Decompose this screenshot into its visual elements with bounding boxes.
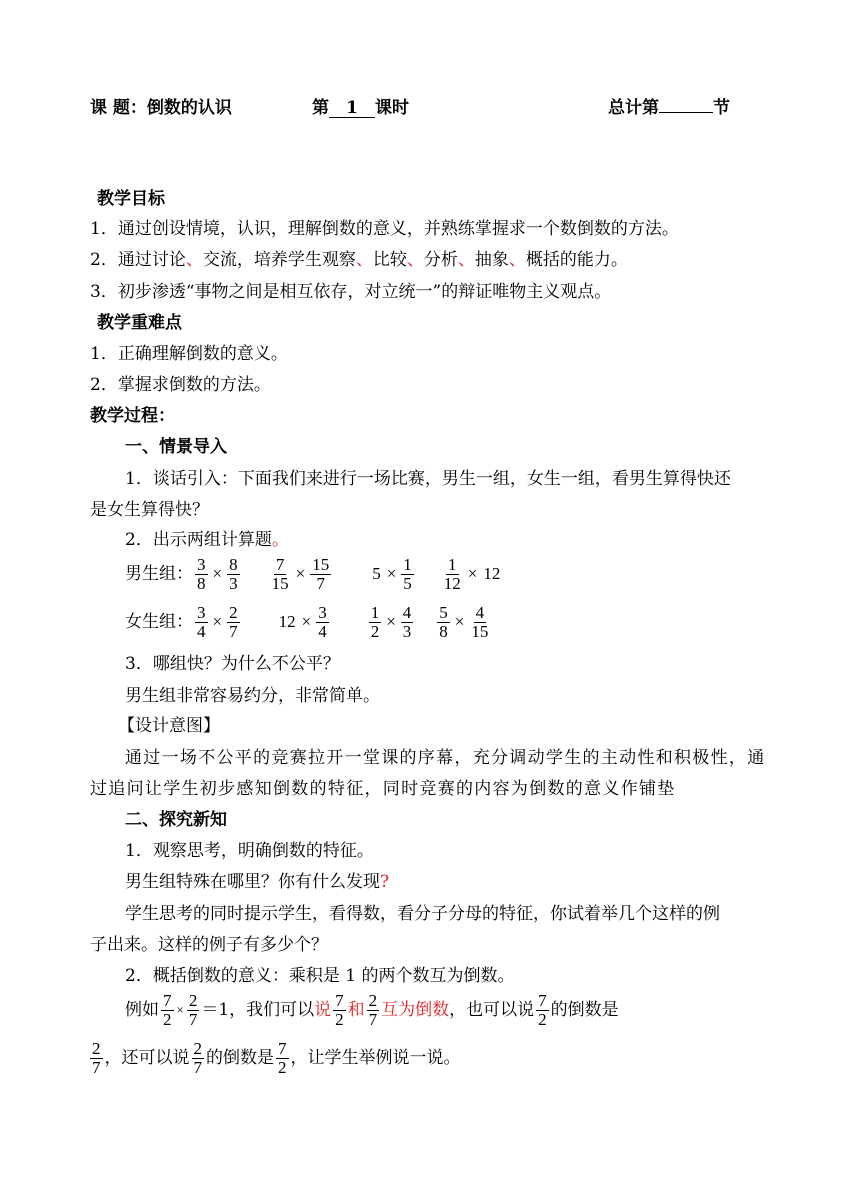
example-line-2 (88, 1036, 461, 1080)
times-sign: × (467, 564, 478, 583)
fraction: $\frac{2}{7}$ (368, 990, 378, 1029)
goal-item-3: 3．初步渗透“事物之间是相互依存，对立统一”的辩证唯物主义观点。 (90, 282, 612, 302)
example-mid: ，也可以说 (449, 1000, 535, 1020)
girls-group-row (125, 600, 492, 644)
red-comma: 、 (355, 250, 373, 270)
red-comma: 、 (406, 250, 424, 270)
example-equals: ＝1，我们可以 (201, 1000, 315, 1020)
integer: 12 (483, 564, 501, 583)
red-comma: 、 (508, 250, 526, 270)
lesson-prefix: 第 (312, 98, 329, 118)
fraction: $\frac{5}{8}$ (439, 602, 448, 641)
p1-line-2: 是女生算得快？ (90, 500, 209, 520)
q1-question (125, 872, 389, 892)
red-comma: 、 (185, 250, 203, 270)
times-sign: × (301, 612, 312, 631)
example-end: 的倒数是 (550, 1000, 619, 1020)
example-2-mid-2: 的倒数是 (206, 1048, 274, 1068)
process-heading: 教学过程： (90, 406, 175, 426)
section-1-title: 一、情景导入 (125, 437, 227, 457)
goal-2-part: 2．通过讨论 (90, 250, 186, 270)
fraction: $\frac{1}{12}$ (443, 554, 461, 593)
q1-text: 1．观察思考，明确倒数的特征。 (125, 841, 374, 861)
lesson-count (312, 98, 409, 118)
times-sign: × (386, 564, 397, 583)
example-2-end: ，让学生举例说一说。 (290, 1048, 461, 1068)
fraction: $\frac{1}{5}$ (403, 554, 412, 593)
fraction: $\frac{4}{15}$ (471, 602, 489, 641)
integer: 12 (278, 612, 296, 631)
total-suffix: 节 (713, 98, 730, 118)
goal-item-2 (90, 250, 628, 270)
goal-2-part: 概括的能力。 (525, 250, 628, 270)
difficulty-item-2: 2．掌握求倒数的方法。 (90, 375, 271, 395)
goal-2-part: 比较 (372, 250, 407, 270)
design-line-2: 过追问让学生初步感知倒数的特征，同时竞赛的内容为倒数的意义作铺垫 (90, 779, 676, 799)
goal-2-part: 抽象 (474, 250, 509, 270)
fraction: $\frac{7}{2}$ (538, 990, 547, 1029)
fraction: $\frac{7}{2}$ (335, 990, 344, 1029)
fraction: $\frac{4}{3}$ (402, 602, 412, 641)
p3-answer: 男生组非常容易约分，非常简单。 (125, 686, 380, 706)
total-count (608, 98, 730, 118)
q2-text: 2．概括倒数的意义：乘积是 1 的两个数互为倒数。 (125, 966, 515, 986)
example-line-1 (125, 988, 619, 1032)
red-say: 说 (314, 1000, 332, 1020)
total-number (659, 112, 713, 113)
red-and: 和 (347, 1000, 365, 1020)
times-sign: × (454, 612, 465, 631)
goal-2-part: 交流，培养学生观察 (202, 250, 356, 270)
fraction: $\frac{2}{7}$ (188, 990, 198, 1029)
boys-group-row (125, 552, 503, 596)
p2-text (125, 530, 289, 550)
times-sign: × (176, 1002, 184, 1017)
fraction: $\frac{7}{2}$ (163, 990, 172, 1029)
q1-question-text: 男生组特殊在哪里？你有什么发现 (125, 872, 380, 892)
lesson-number: 1 (329, 99, 375, 118)
integer: 5 (372, 564, 381, 583)
goal-2-part: 分析 (423, 250, 458, 270)
times-sign: × (212, 612, 223, 631)
times-sign: × (212, 564, 223, 583)
red-question-mark: ? (380, 872, 390, 892)
q1-line-2: 子出来。这样的例子有多少个？ (90, 935, 328, 955)
fraction: $\frac{3}{4}$ (197, 602, 206, 641)
fraction: $\frac{2}{7}$ (193, 1038, 202, 1077)
fraction: $\frac{7}{15}$ (271, 554, 289, 593)
total-prefix: 总计第 (608, 98, 659, 118)
fraction: $\frac{15}{7}$ (312, 554, 330, 593)
boys-label: 男生组： (125, 564, 193, 584)
red-reciprocal: 互为倒数 (381, 1000, 450, 1020)
red-comma: 、 (457, 250, 475, 270)
p2-label: 2．出示两组计算题 (125, 530, 272, 550)
goal-item-1: 1．通过创设情境，认识，理解倒数的意义，并熟练掌握求一个数倒数的方法。 (90, 219, 679, 239)
lesson-suffix: 课时 (375, 98, 409, 118)
difficulty-item-1: 1．正确理解倒数的意义。 (90, 344, 288, 364)
example-prefix: 例如 (125, 1000, 159, 1020)
fraction: $\frac{7}{2}$ (278, 1038, 287, 1077)
section-2-title: 二、探究新知 (125, 810, 227, 830)
goals-heading: 教学目标 (97, 189, 165, 209)
p3-question: 3．哪组快？为什么不公平？ (125, 654, 340, 674)
fraction: $\frac{3}{4}$ (318, 602, 327, 641)
difficulties-heading: 教学重难点 (97, 313, 182, 333)
p1-line-1: 1．谈话引入：下面我们来进行一场比赛，男生一组，女生一组，看男生算得快还 (125, 469, 731, 489)
fraction: $\frac{8}{3}$ (229, 554, 238, 593)
q1-line-1: 学生思考的同时提示学生，看得数，看分子分母的特征，你试着举几个这样的例 (125, 904, 720, 924)
fraction: $\frac{2}{7}$ (229, 602, 238, 641)
fraction: $\frac{1}{2}$ (370, 602, 380, 641)
fraction: $\frac{2}{7}$ (92, 1038, 101, 1077)
times-sign: × (386, 612, 396, 631)
design-heading: 【设计意图】 (118, 716, 220, 736)
topic-title: 课 题：倒数的认识 (90, 98, 232, 118)
times-sign: × (295, 564, 306, 583)
example-2-mid-1: ，还可以说 (104, 1048, 190, 1068)
girls-label: 女生组： (125, 612, 193, 632)
red-period: 。 (271, 530, 289, 550)
design-line-1: 通过一场不公平的竞赛拉开一堂课的序幕，充分调动学生的主动性和积极性，通 (125, 748, 766, 768)
fraction: $\frac{3}{8}$ (197, 554, 206, 593)
